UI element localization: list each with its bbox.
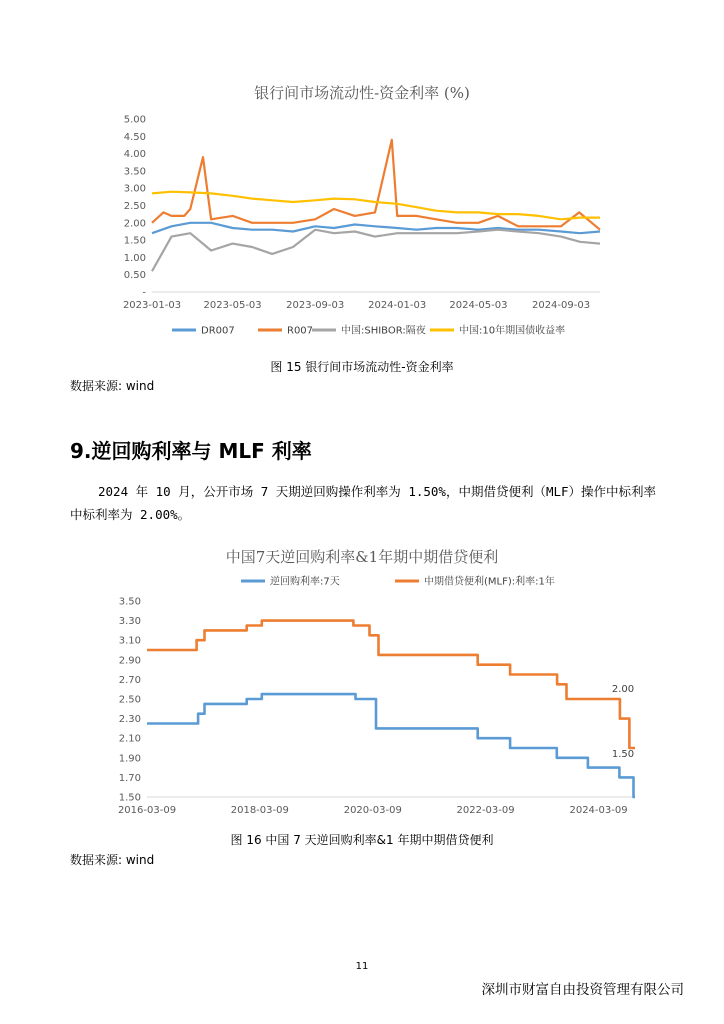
x-tick-label: 2023-09-03: [286, 300, 345, 311]
legend-label: 中国:SHIBOR:隔夜: [341, 325, 426, 337]
legend-label: 中国:10年期国债收益率: [459, 325, 566, 337]
chart1-x-ticks: [123, 300, 590, 311]
y-tick-label: -: [142, 287, 146, 299]
section-heading: 9.逆回购利率与 MLF 利率: [70, 439, 312, 463]
y-tick-label: 4.50: [123, 131, 146, 143]
x-tick-label: 2024-01-03: [368, 300, 427, 311]
x-tick-label: 2024-09-03: [531, 300, 591, 311]
chart2-caption: 图 16 中国 7 天逆回购利率&1 年期中期借贷便利: [230, 833, 494, 847]
legend-label: 逆回购利率:7天: [270, 576, 340, 588]
chart2-mlf-last-label: 2.00: [611, 684, 635, 695]
y-tick-label: 2.50: [123, 201, 146, 212]
chart1-y-ticks: [124, 115, 147, 299]
chart2-legend: [241, 575, 555, 588]
chart2-source: 数据来源: wind: [70, 853, 155, 867]
y-tick-label: 1.50: [118, 792, 141, 804]
chart2-repo-last-label: 1.50: [611, 749, 635, 760]
y-tick-label: 2.90: [118, 655, 141, 667]
series-line-0: [147, 694, 635, 797]
y-tick-label: 3.10: [118, 635, 141, 647]
y-tick-label: 2.30: [118, 714, 141, 726]
y-tick-label: 5.00: [123, 114, 146, 126]
chart2-y-ticks: [119, 597, 141, 804]
legend-label: 中期借贷便利(MLF):利率:1年: [424, 576, 555, 588]
y-tick-label: 2.00: [123, 218, 146, 230]
y-tick-label: 3.50: [118, 596, 141, 608]
y-tick-label: 3.00: [123, 183, 146, 195]
x-tick-label: 2016-03-09: [117, 805, 177, 816]
chart2-svg: [95, 568, 655, 823]
series-line-2: [152, 230, 600, 272]
chart1-svg: [100, 105, 620, 350]
y-tick-label: 1.50: [123, 235, 146, 247]
x-tick-label: 2018-03-09: [230, 805, 289, 816]
y-tick-label: 2.70: [118, 674, 141, 686]
chart1-legend: [172, 324, 565, 337]
x-tick-label: 2023-01-03: [122, 300, 182, 311]
y-tick-label: 2.50: [118, 694, 141, 706]
x-tick-label: 2023-05-03: [203, 300, 262, 311]
legend-label: DR007: [201, 325, 235, 337]
y-tick-label: 1.90: [118, 753, 141, 765]
chart1-series: [152, 140, 600, 271]
y-tick-label: 2.10: [118, 733, 141, 745]
y-tick-label: 0.50: [123, 270, 146, 282]
chart2-x-ticks: [118, 805, 628, 816]
y-tick-label: 3.30: [118, 616, 141, 628]
chart1-title: 银行间市场流动性-资金利率 (%): [254, 84, 470, 102]
x-tick-label: 2022-03-09: [456, 805, 515, 816]
y-tick-label: 1.00: [123, 252, 146, 264]
chart2-series: [147, 621, 635, 797]
x-tick-label: 2024-03-09: [569, 805, 628, 816]
chart1-source: 数据来源: wind: [70, 379, 155, 393]
page-number: 11: [355, 961, 369, 972]
company-name: 深圳市财富自由投资管理有限公司: [481, 982, 684, 998]
y-tick-label: 4.00: [123, 149, 146, 161]
chart2-title: 中国7天逆回购利率&1年期中期借贷便利: [225, 548, 499, 566]
y-tick-label: 3.50: [123, 166, 146, 178]
y-tick-label: 1.70: [118, 772, 141, 784]
legend-label: R007: [287, 325, 314, 337]
section-paragraph: 2024 年 10 月，公开市场 7 天期逆回购操作利率为 1.50%，中期借贷便利（MLF）操作中标利率中标利率为 2.00%。: [70, 484, 657, 522]
x-tick-label: 2024-05-03: [449, 300, 508, 311]
x-tick-label: 2020-03-09: [343, 805, 402, 816]
chart1-caption: 图 15 银行间市场流动性-资金利率: [270, 360, 454, 374]
